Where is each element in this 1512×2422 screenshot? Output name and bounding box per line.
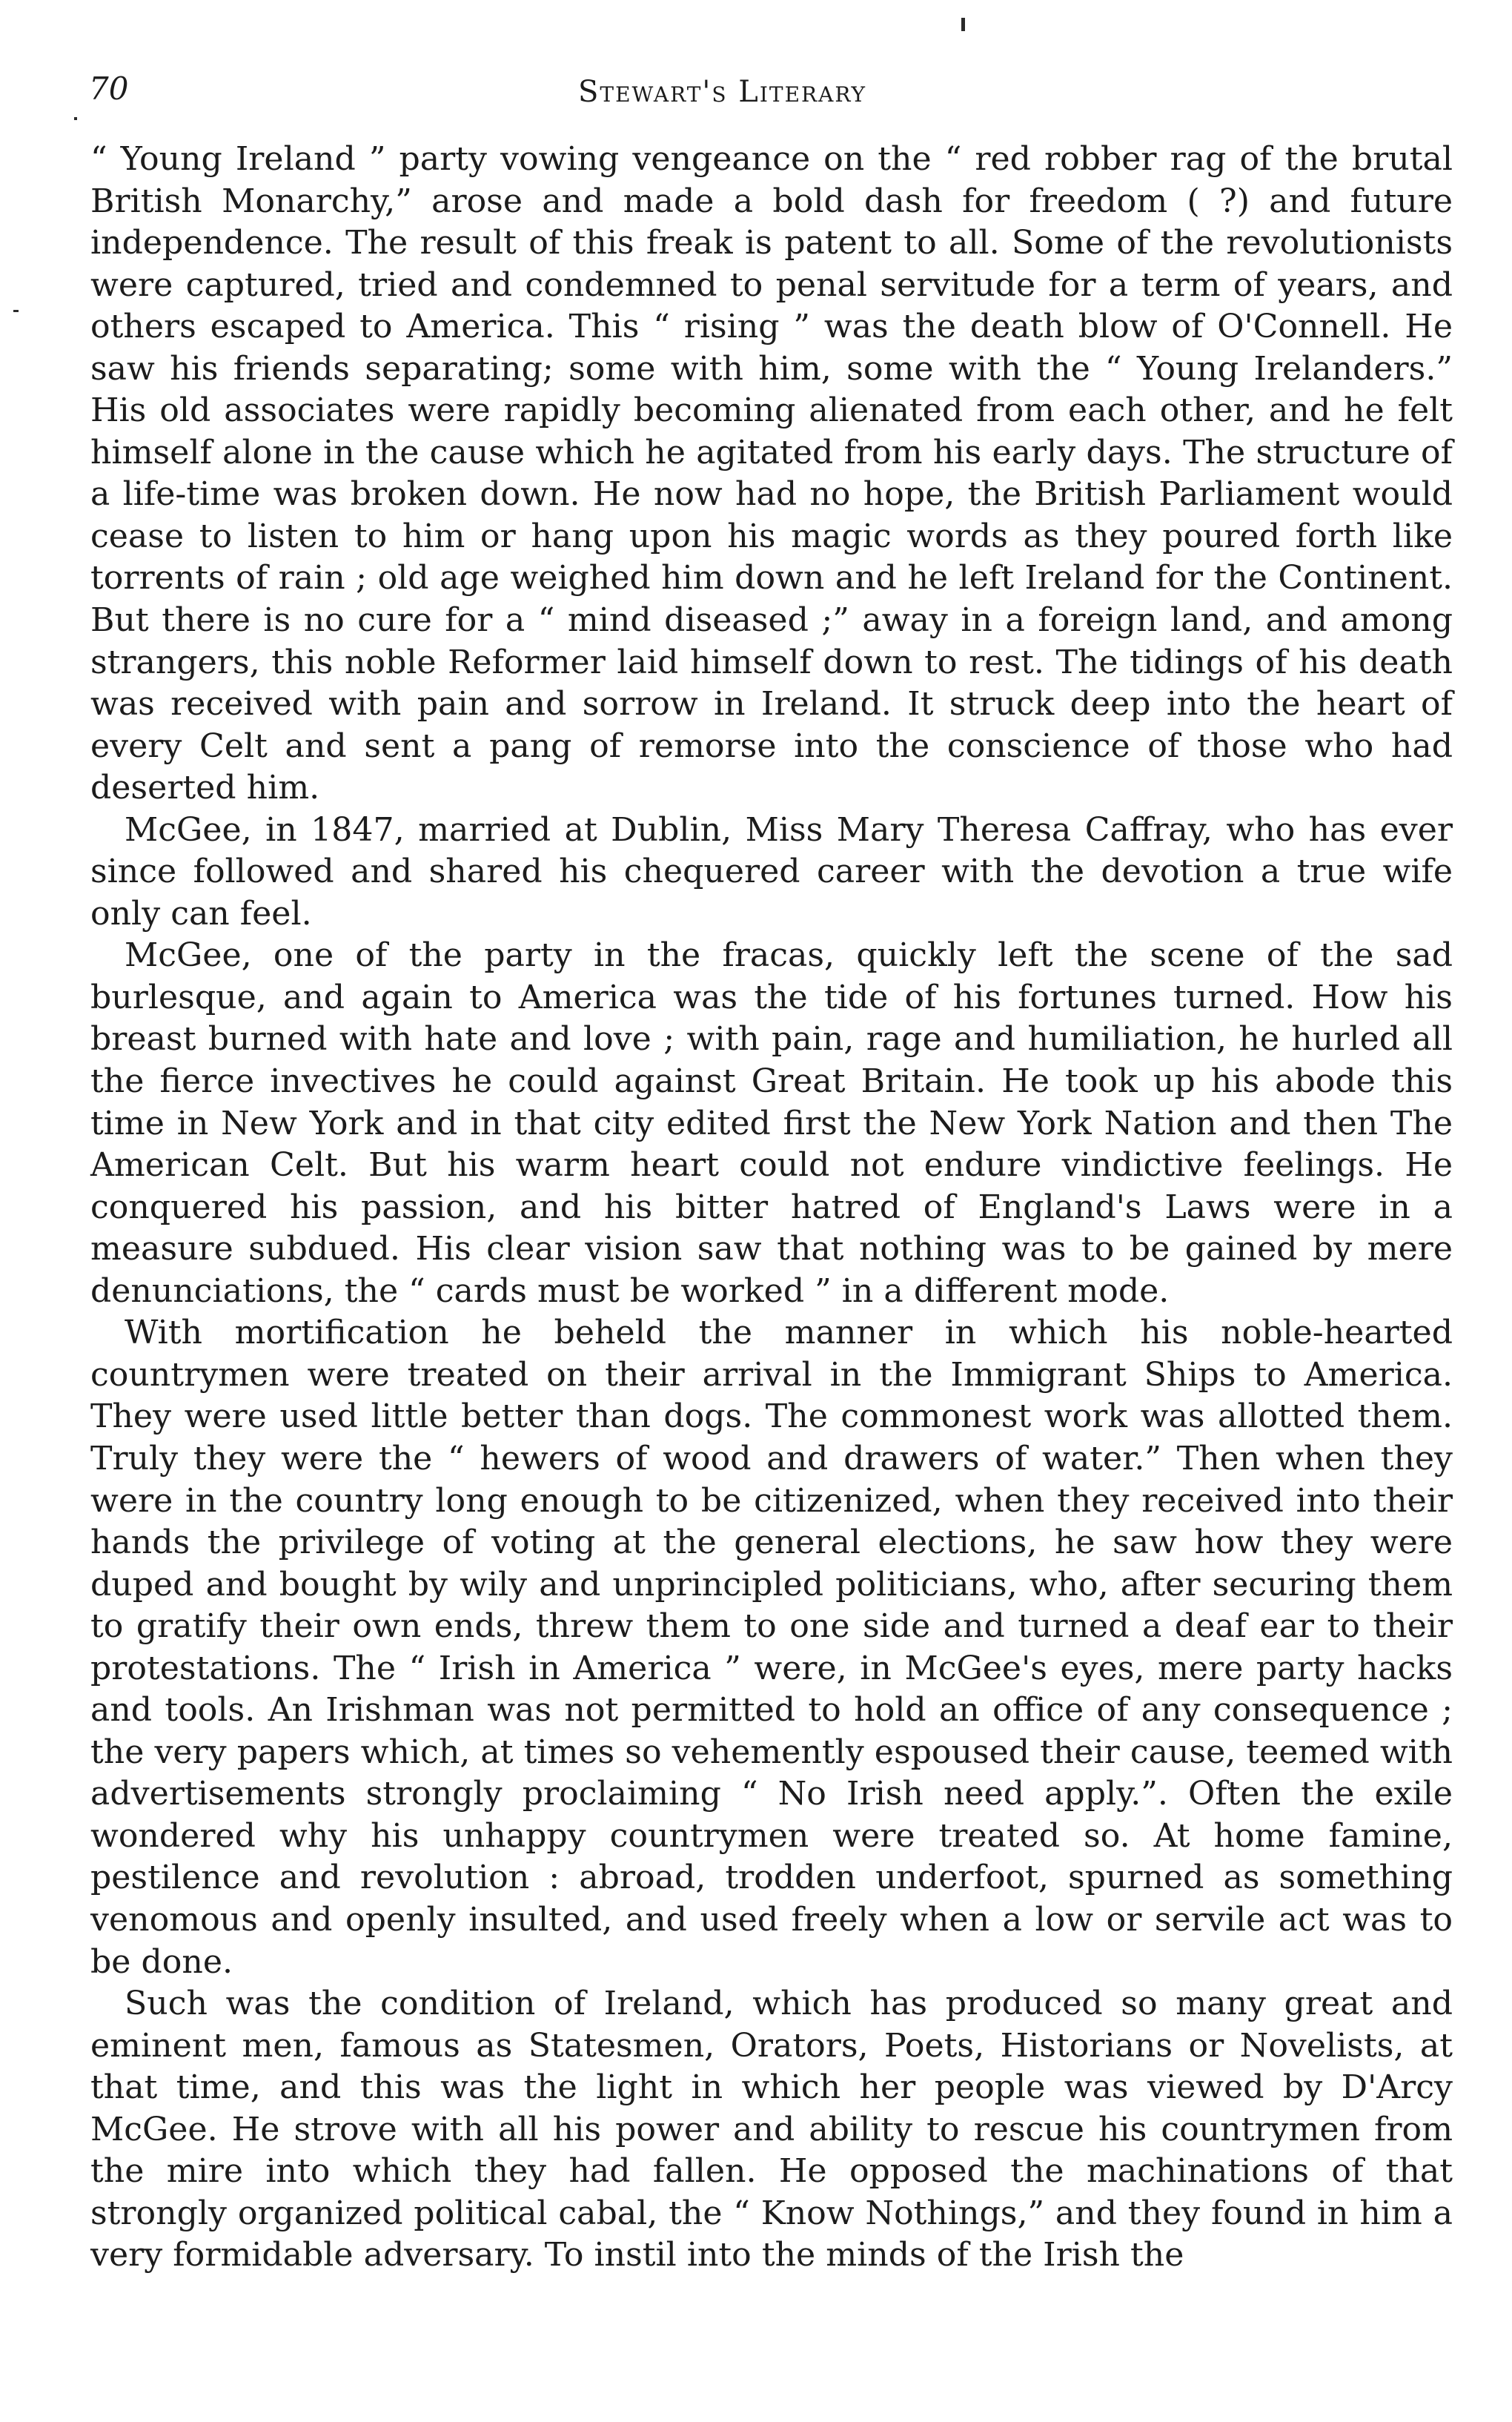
page-number: 70 <box>89 70 129 107</box>
margin-mark-dot <box>74 117 77 120</box>
paragraph-4: With mortification he beheld the manner in which his noble-hearted countrymen were treated on their arrival in the Immigrant Ships to America. They were used little better than dogs. The commonest work was allotted them. Truly they were the “ hewers of wood and drawers of water.” Then when they were in the country long enough to be citizenized, when they received into their hands the privilege of voting at the general elections, he saw how they were duped and bought by wily and unprincipled politicians, who, after securing them to gratify their own ends, threw them to one side and turned a deaf ear to their protestations. The “ Irish in America ” were, in McGee's eyes, mere party hacks and tools. An Irishman was not permitted to hold an office of any consequence ; the very papers which, at times so vehemently espoused their cause, teemed with advertisements strongly proclaiming “ No Irish need apply.”. Often the exile wondered why his unhappy countrymen were treated so. At home famine, pestilence and revolution : abroad, trodden underfoot, spurned as something venomous and openly insulted, and used freely when a low or servile act was to be done. <box>90 1314 1453 1981</box>
running-head: Stewart's Literary <box>578 75 867 109</box>
margin-mark <box>13 310 19 312</box>
paragraph-5: Such was the condition of Ireland, which has produced so many great and eminent men, famous as Statesmen, Orators, Poets, Historians or Novelists, at that time, and this was the light in which her people was viewed by D'Arcy McGee. He strove with all his power and ability to rescue his countrymen from the mire into which they had fallen. He opposed the machinations of that strongly organized political cabal, the “ Know Nothings,” and they found in him a very formidable adversary. To instil into the minds of the Irish the <box>90 1985 1453 2274</box>
paragraph-2: McGee, in 1847, married at Dublin, Miss Mary Theresa Caffray, who has ever since followed and shared his chequered career with the devotion a true wife only can feel. <box>90 810 1453 933</box>
body-text <box>90 139 1453 2277</box>
paragraph-1: “ Young Ireland ” party vowing vengeance on the “ red robber rag of the brutal British Monarchy,” arose and made a bold dash for freedom ( ?) and future independence. The result of this freak is patent to all. Some of the revolutionists were captured, tried and condemned to penal servitude for a term of years, and others escaped to America. This “ rising ” was the death blow of O'Connell. He saw his friends separating; some with him, some with the “ Young Irelanders.” His old associates were rapidly becoming alienated from each other, and he felt himself alone in the cause which he agitated from his early days. The structure of a life-time was broken down. He now had no hope, the British Parliament would cease to listen to him or hang upon his magic words as they poured forth like torrents of rain ; old age weighed him down and he left Ireland for the Continent. But there is no cure for a “ mind diseased ;” away in a foreign land, and among strangers, this noble Reformer laid himself down to rest. The tidings of his death was received with pain and sorrow in Ireland. It struck deep into the heart of every Celt and sent a pang of remorse into the conscience of those who had deserted him. <box>90 140 1453 807</box>
printer-mark <box>961 18 965 31</box>
page-header <box>89 70 1475 115</box>
paragraph-3: McGee, one of the party in the fracas, quickly left the scene of the sad burlesque, and again to America was the tide of his fortunes turned. How his breast burned with hate and love ; with pain, rage and humiliation, he hurled all the fierce invectives he could against Great Britain. He took up his abode this time in New York and in that city edited first the New York Nation and then The American Celt. But his warm heart could not endure vindictive feelings. He conquered his passion, and his bitter hatred of England's Laws were in a measure subdued. His clear vision saw that nothing was to be gained by mere denunciations, the “ cards must be worked ” in a different mode. <box>90 936 1453 1310</box>
